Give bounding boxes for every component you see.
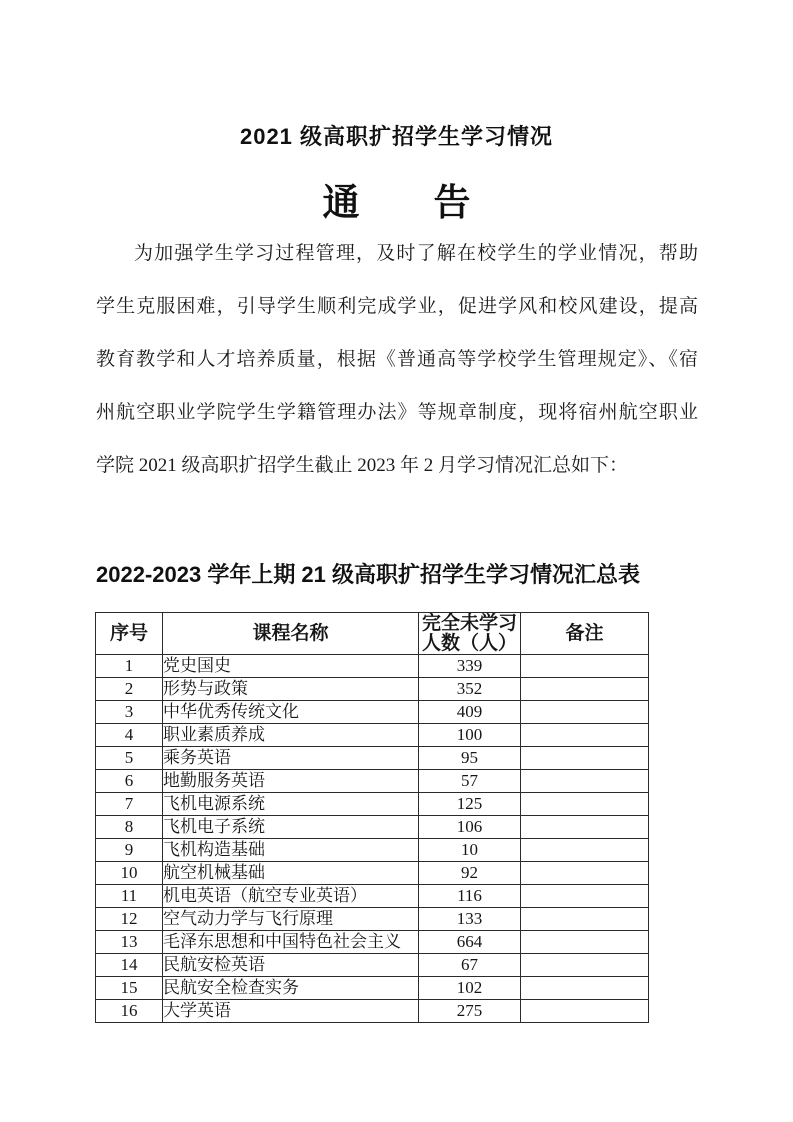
table-row [96, 862, 649, 885]
remark-cell [521, 977, 649, 1000]
table-row [96, 816, 649, 839]
count-cell: 133 [419, 908, 521, 931]
seq-cell: 2 [96, 678, 163, 701]
count-cell: 67 [419, 954, 521, 977]
course-cell: 大学英语 [163, 1000, 419, 1023]
course-cell: 飞机电源系统 [163, 793, 419, 816]
remark-cell [521, 954, 649, 977]
summary-table-title: 2022-2023 学年上期 21 级高职扩招学生学习情况汇总表 [96, 562, 641, 587]
header-course: 课程名称 [163, 613, 419, 655]
course-cell: 空气动力学与飞行原理 [163, 908, 419, 931]
seq-cell: 13 [96, 931, 163, 954]
remark-cell [521, 701, 649, 724]
table-row [96, 678, 649, 701]
table-row [96, 954, 649, 977]
seq-cell: 4 [96, 724, 163, 747]
remark-cell [521, 724, 649, 747]
course-cell: 形势与政策 [163, 678, 419, 701]
seq-cell: 6 [96, 770, 163, 793]
document-title: 2021 级高职扩招学生学习情况 [239, 124, 554, 149]
table-row [96, 931, 649, 954]
seq-cell: 9 [96, 839, 163, 862]
paragraph-line: 教育教学和人才培养质量，根据《普通高等学校学生管理规定》、《宿 [96, 349, 698, 370]
count-cell: 664 [419, 931, 521, 954]
table-row [96, 908, 649, 931]
remark-cell [521, 770, 649, 793]
seq-cell: 3 [96, 701, 163, 724]
remark-cell [521, 747, 649, 770]
course-cell: 民航安检英语 [163, 954, 419, 977]
course-cell: 职业素质养成 [163, 724, 419, 747]
count-cell: 339 [419, 655, 521, 678]
seq-cell: 16 [96, 1000, 163, 1023]
count-cell: 352 [419, 678, 521, 701]
count-cell: 95 [419, 747, 521, 770]
seq-cell: 12 [96, 908, 163, 931]
remark-cell [521, 655, 649, 678]
count-cell: 275 [419, 1000, 521, 1023]
count-cell: 92 [419, 862, 521, 885]
remark-cell [521, 1000, 649, 1023]
remark-cell [521, 816, 649, 839]
course-cell: 飞机电子系统 [163, 816, 419, 839]
course-cell: 地勤服务英语 [163, 770, 419, 793]
count-cell: 102 [419, 977, 521, 1000]
paragraph-line: 学生克服困难，引导学生顺利完成学业，促进学风和校风建设，提高 [96, 296, 698, 317]
seq-cell: 15 [96, 977, 163, 1000]
course-cell: 民航安全检查实务 [163, 977, 419, 1000]
seq-cell: 10 [96, 862, 163, 885]
course-cell: 飞机构造基础 [163, 839, 419, 862]
count-cell: 106 [419, 816, 521, 839]
remark-cell [521, 885, 649, 908]
remark-cell [521, 678, 649, 701]
count-cell: 10 [419, 839, 521, 862]
seq-cell: 1 [96, 655, 163, 678]
table-row [96, 977, 649, 1000]
seq-cell: 14 [96, 954, 163, 977]
count-cell: 116 [419, 885, 521, 908]
paragraph-line: 学院 2021 级高职扩招学生截止 2023 年 2 月学习情况汇总如下： [96, 455, 629, 476]
table-row [96, 701, 649, 724]
remark-cell [521, 908, 649, 931]
count-cell: 100 [419, 724, 521, 747]
course-cell: 机电英语（航空专业英语） [163, 885, 419, 908]
course-cell: 乘务英语 [163, 747, 419, 770]
remark-cell [521, 793, 649, 816]
notice-heading: 通 告 [322, 182, 471, 223]
remark-cell [521, 862, 649, 885]
header-remark: 备注 [521, 613, 649, 655]
table-row [96, 885, 649, 908]
course-cell: 中华优秀传统文化 [163, 701, 419, 724]
remark-cell [521, 931, 649, 954]
table-row [96, 747, 649, 770]
table-header-row [96, 613, 649, 655]
seq-cell: 5 [96, 747, 163, 770]
header-count: 完全未学习人数（人） [419, 613, 521, 655]
seq-cell: 11 [96, 885, 163, 908]
course-cell: 航空机械基础 [163, 862, 419, 885]
table-row [96, 1000, 649, 1023]
course-cell: 党史国史 [163, 655, 419, 678]
paragraph-line: 为加强学生学习过程管理，及时了解在校学生的学业情况，帮助 [134, 243, 698, 264]
seq-cell: 8 [96, 816, 163, 839]
table-row [96, 655, 649, 678]
notice-paragraph [96, 227, 698, 492]
count-cell: 409 [419, 701, 521, 724]
paragraph-line: 州航空职业学院学生学籍管理办法》等规章制度，现将宿州航空职业 [96, 402, 698, 423]
table-row [96, 724, 649, 747]
seq-cell: 7 [96, 793, 163, 816]
table-row [96, 839, 649, 862]
header-seq: 序号 [96, 613, 163, 655]
course-cell: 毛泽东思想和中国特色社会主义 [163, 931, 419, 954]
count-cell: 125 [419, 793, 521, 816]
remark-cell [521, 839, 649, 862]
table-row [96, 770, 649, 793]
count-cell: 57 [419, 770, 521, 793]
summary-table [95, 612, 649, 1023]
table-row [96, 793, 649, 816]
